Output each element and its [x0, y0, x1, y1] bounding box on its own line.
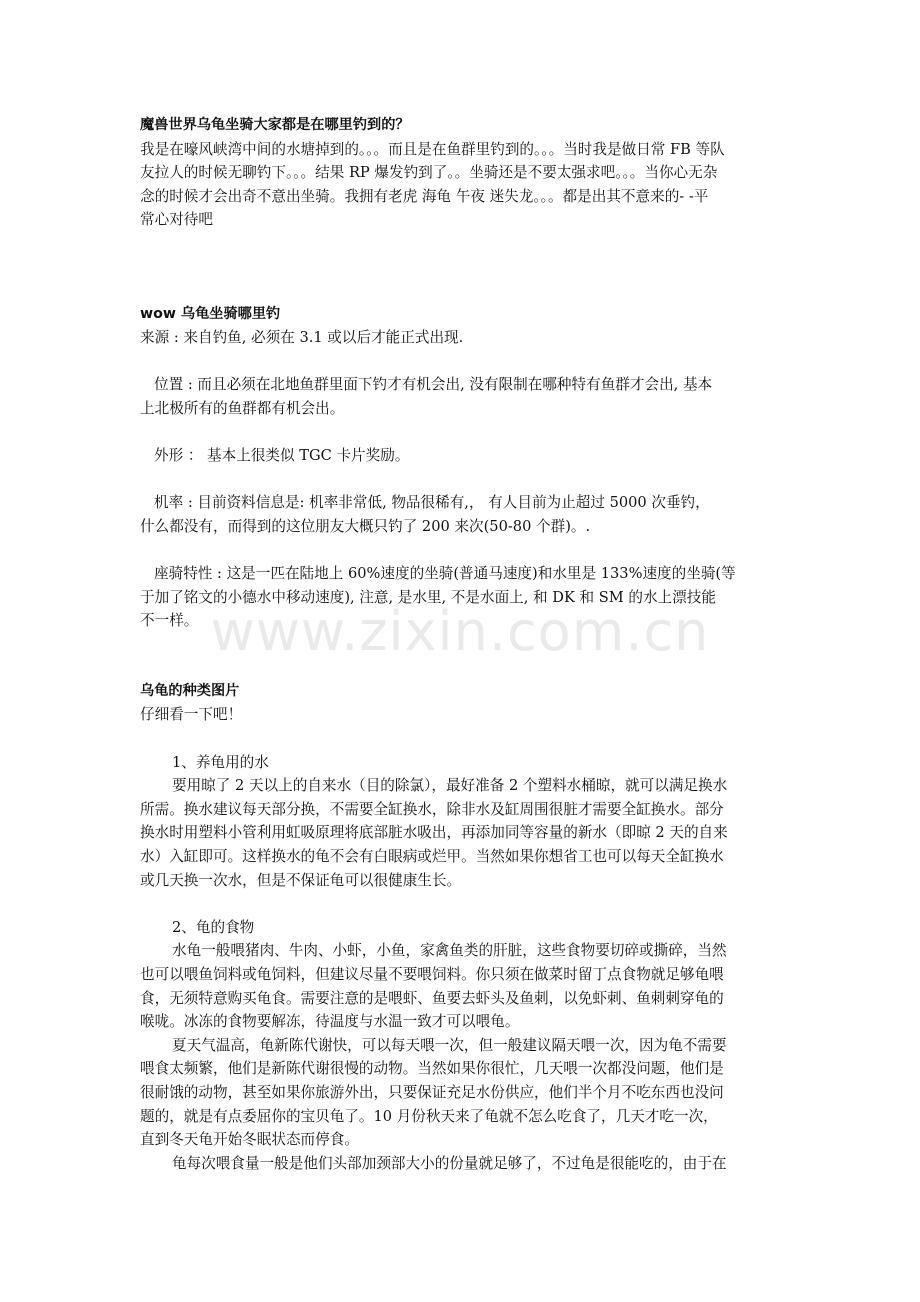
water-line-2: 所需。换水建议每天部分换，不需要全缸换水，除非水及缸周围很脏才需要全缸换水。部分 — [140, 800, 724, 818]
location-line-1: 位置 : 而且必须在北地鱼群里面下钓才有机会出, 没有限制在哪种特有鱼群才会出, 基本 — [154, 376, 713, 394]
food-subtitle: 2、龟的食物 — [172, 918, 255, 936]
food-p2-line-2: 喂食太频繁，他们是新陈代谢很慢的动物。当然如果你很忙，几天喂一次都没问题，他们是 — [140, 1060, 724, 1078]
section3-intro: 仔细看一下吧！ — [140, 706, 243, 724]
food-p2-line-4: 题的，就是有点委屈你的宝贝龟了。10 月份秋天来了龟就不怎么吃食了，几天才吃一次， — [140, 1107, 718, 1125]
spacer — [140, 539, 788, 563]
spacer — [140, 892, 788, 916]
water-line-4: 水）入缸即可。这样换水的龟不会有白眼病或烂甲。当然如果你想省工也可以每天全缸换水 — [140, 848, 724, 866]
water-line-3: 换水时用塑料小管利用虹吸原理将底部脏水吸出，再添加同等容量的新水（即晾 2 天的自来 — [140, 824, 728, 842]
section1-line-4: 常心对待吧 — [140, 211, 213, 229]
chance-line-1: 机率 : 目前资料信息是: 机率非常低, 物品很稀有,， 有人目前为止超过 5000 次垂钓， — [154, 494, 710, 512]
spacer — [140, 727, 788, 751]
section1-line-3: 念的时候才会出奇不意出坐骑。我拥有老虎 海龟 午夜 迷失龙。。。都是出其不意来的- -平 — [140, 187, 709, 205]
watermark: www.zixin.com.cn — [210, 600, 710, 663]
spacer — [140, 421, 788, 445]
section2-title: wow 乌龟坐骑哪里钓 — [140, 305, 281, 322]
food-p1-line-2: 也可以喂鱼饲料或龟饲料，但建议尽量不要喂饲料。你只须在做菜时留丁点食物就足够龟喂 — [140, 966, 724, 983]
water-line-5: 或几天换一次水，但是不保证龟可以很健康生长。 — [140, 871, 462, 889]
chance-line-2: 什么都没有，而得到的这位朋友大概只钓了 200 来次(50-80 个群)。. — [140, 517, 591, 535]
document-body — [140, 114, 788, 1175]
spacer — [140, 468, 788, 492]
feature-line-3: 不一样。 — [140, 612, 199, 630]
water-subtitle: 1、养龟用的水 — [172, 753, 269, 771]
location-line-2: 上北极所有的鱼群都有机会出。 — [140, 399, 345, 417]
spacer — [140, 633, 788, 680]
spacer — [140, 279, 788, 303]
food-p2-line-5: 直到冬天龟开始冬眠状态而停食。 — [140, 1131, 359, 1149]
source-line: 来源 : 来自钓鱼, 必须在 3.1 或以后才能正式出现. — [140, 329, 464, 347]
food-p1-line-1: 水龟一般喂猪肉、牛肉、小虾，小鱼，家禽鱼类的肝脏，这些食物要切碎或撕碎，当然 — [172, 942, 727, 960]
food-p1-line-4: 喉咙。冰冻的食物要解冻，待温度与水温一致才可以喂龟。 — [140, 1013, 520, 1031]
food-p1-line-3: 食，无须特意购买龟食。需要注意的是喂虾、鱼要去虾头及鱼刺，以免虾刺、鱼刺刺穿龟的 — [140, 989, 724, 1007]
food-p2-line-3: 很耐饿的动物，甚至如果你旅游外出，只要保证充足水份供应，他们半个月不吃东西也没问 — [140, 1083, 724, 1101]
spacer — [140, 232, 788, 279]
feature-line-1: 座骑特性 : 这是一匹在陆地上 60%速度的坐骑(普通马速度)和水里是 133%速度的坐骑(等 — [154, 565, 736, 583]
appearance-line: 外形 ： 基本上很类似 TGC 卡片奖励。 — [154, 447, 410, 465]
water-line-1: 要用晾了 2 天以上的自来水（目的除氯），最好准备 2 个塑料水桶晾，就可以满足换水 — [172, 777, 728, 795]
spacer — [140, 350, 788, 374]
section1-line-1: 我是在嚎风峡湾中间的水塘掉到的。。。而且是在鱼群里钓到的。。。当时我是做日常 FB 等队 — [140, 140, 725, 158]
section3-title: 乌龟的种类图片 — [140, 682, 240, 699]
food-p2-line-1: 夏天气温高，龟新陈代谢快，可以每天喂一次，但一般建议隔天喂一次，因为龟不需要 — [172, 1036, 727, 1054]
section1-title: 魔兽世界乌龟坐骑大家都是在哪里钓到的？ — [140, 117, 410, 133]
food-p3-line-1: 龟每次喂食量一般是他们头部加颈部大小的份量就足够了，不过龟是很能吃的，由于在 — [172, 1154, 727, 1172]
section1-line-2: 友拉人的时候无聊钓下。。。结果 RP 爆发钓到了。。坐骑还是不要太强求吧。。。当你心无杂 — [140, 164, 718, 182]
feature-line-2: 于加了铭文的小德水中移动速度), 注意, 是水里, 不是水面上, 和 DK 和 SM 的水上漂技能 — [140, 588, 716, 606]
